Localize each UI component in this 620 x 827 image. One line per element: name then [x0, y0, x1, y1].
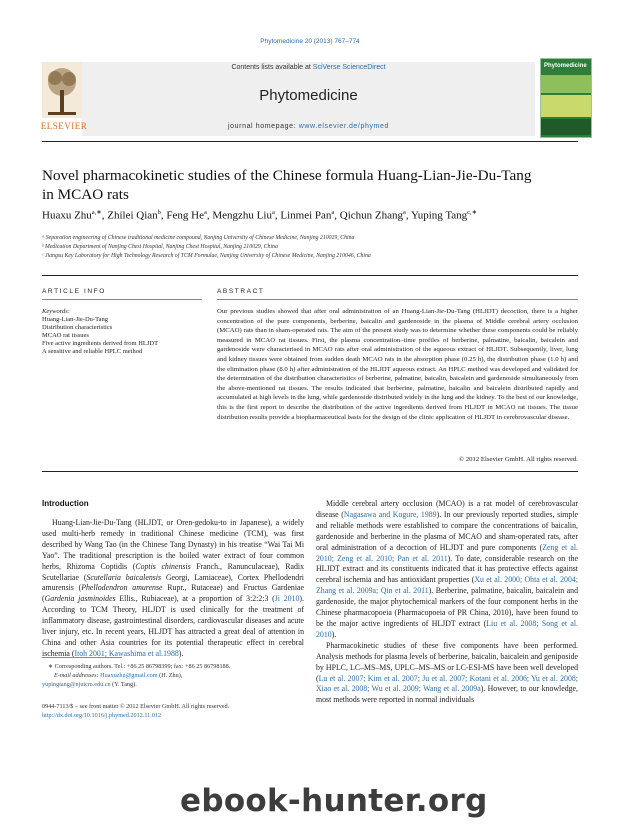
- emails-label: E-mail addresses:: [54, 672, 99, 679]
- text-run: ).: [178, 648, 184, 658]
- author-affil-mark[interactable]: a: [403, 209, 406, 216]
- text-run: Ellis., Rubiaceae), at a proportion of 3:2:2:3 (: [115, 594, 275, 604]
- paragraph: [316, 499, 578, 641]
- affiliation: ᵃ Separation engineering of Chinese traditional medicine compound, Nanjing University of Chinese Medicine, Nanjing 210029, China: [42, 235, 355, 241]
- text-run: ). In our previously reported studies, simple and reliable methods were established to compare the concentrations of baicalin, gardenoside and berberine in the plasma of MCAO and sham-operated rats, after oral administration of a decoction of HLJDT and pure components (: [316, 509, 578, 552]
- cover-image-band: [541, 119, 591, 135]
- keywords-label: Keywords:: [42, 308, 70, 315]
- text-run: ). To date, considerable research on the HLJDT extract and its constituents indicated that it has protective effects against cerebral ischemia and has antioxidant properties (: [316, 553, 578, 585]
- contents-prefix: Contents lists available at: [231, 64, 311, 71]
- email-footnote-2: [42, 681, 137, 688]
- text-run: ). According to TCM Theory, HLJDT is used clinically for the treatment of inflammatory disease, gastrointestinal disorders, cardiovascular diseases and acute liver injury, etc. In recent years, HLJDT has attracted a great deal of attention in China and other Asia countries for its potential therapeutic effect in cerebral ischemia (: [42, 594, 304, 658]
- author-name: Feng He: [166, 209, 204, 222]
- species-name: Coptis chinensis: [135, 561, 191, 571]
- author-list: Huaxu Zhu$^{a,∗}$, Zhilei Qian$^b$, Feng He$^a$, Mengzhu Liu$^a$, Linmei Pan$^a$, Qichun Zhang$^a$, Yuping Tang$^{c,∗}$: [42, 209, 478, 222]
- text-run: ). However, to our knowledge, most methods were reported in normal individuals: [316, 684, 578, 705]
- journal-cover-thumbnail[interactable]: [540, 58, 592, 138]
- journal-homepage: [82, 123, 535, 130]
- author-name: Mengzhu Liu: [212, 209, 272, 222]
- paragraph: [316, 641, 578, 706]
- author-affil-mark[interactable]: a: [331, 209, 335, 216]
- species-name: Phellodendron amurense: [81, 583, 163, 593]
- citation-link[interactable]: Itoh 2001; Kawashima et al.1988: [74, 648, 179, 658]
- email-owner: (H. Zhu),: [159, 672, 183, 679]
- citation-link[interactable]: Zeng et al. 2010; Zeng et al. 2010; Pan et al. 2011: [316, 542, 578, 563]
- sciencedirect-link[interactable]: SciVerse ScienceDirect: [312, 64, 386, 71]
- affiliation: ᵇ Medication Department of Nanjing Chest Hospital, Nanjing Chest Hospital, Nanjing 210029, China: [42, 244, 278, 250]
- abstract-text: Our previous studies showed that after oral administration of an Huang-Lian-Jie-Du-Tang (HLJDT) decoction, there is a higher concentration of the pure components, berberine, baicalin and gardenoside in the plasma of Middle cerebral artery occlusion (MCAO) rats than in sham-operated rats. The aim of the present study was to determine whether these components could be reliably measured in MCAO rat tissues. First, the plasma concentration–time profiles of berberine, palmatine, baicalin, baicalein and gardenoside were characterised in MCAO rats after oral administration of the aqueous extract of HLJDT. Subsequently, liver, lung and kidney tissues were obtained from sudden death MCAO rats in the absorption phase (0.25 h), the distribution phase (1.0 h) and the elimination phase (8.0 h) after administration of the HLJDT aqueous extract. An HPLC method was developed and validated for the determination of the distribution characteristics of berberine, palmatine, baicalin, baicalein and gardenoside simultaneously from the above-mentioned rat tissues. The results indicated that berberine, palmatine, baicalin and baicalein distributed rapidly and accumulated at high levels in the lung, while gardenoside distributed widely in the lung and the kidney. To the best of our knowledge, this is the first report to describe the distribution of the active ingredients derived from HLJDT in MCAO rat tissues. The tissue distribution results provide a biopharmaceutical basis for the design of the clinic application of HLJDT in cerebrovascular disease.: [217, 308, 578, 421]
- citation-link[interactable]: Ji 2010: [274, 594, 300, 604]
- affiliation-rule: [42, 275, 578, 276]
- intro-right-column: [316, 499, 578, 706]
- author-affil-mark[interactable]: a,∗: [91, 209, 102, 216]
- keyword: MCAO rat tissues: [42, 332, 89, 339]
- abstract-heading: ABSTRACT: [217, 288, 265, 295]
- cover-image-band: [541, 75, 591, 93]
- author-name: Qichun Zhang: [339, 209, 404, 222]
- article-info-heading: ARTICLE INFO: [42, 288, 106, 295]
- article-title: [42, 166, 578, 204]
- author-name: Huaxu Zhu: [42, 209, 92, 222]
- doi-text[interactable]: http://dx.doi.org/10.1016/j.phymed.2012.11.012: [42, 712, 162, 719]
- citation-link[interactable]: Xu et al. 2000; Ohta et al. 2004; Zhang et al. 2009a; Qin et al. 2011: [316, 575, 578, 596]
- abstract-bottom-rule: [42, 471, 578, 472]
- author-affil-mark[interactable]: a: [204, 209, 207, 216]
- email-link[interactable]: yupingtang@njutcm.edu.cn: [42, 681, 111, 688]
- doi-link[interactable]: [42, 712, 161, 719]
- journal-name: Phytomedicine: [259, 87, 358, 104]
- homepage-prefix: journal homepage:: [228, 123, 297, 130]
- citation-link[interactable]: Lu et al. 2007; Kim et al. 2007; Ju et al. 2007; Kotani et al. 2006; Yu et al. 2008; Xiao et al. 2008; Wu et al. 2009; Wang et al. 2009a: [316, 673, 578, 694]
- email-footnote: [54, 672, 182, 679]
- introduction-heading: Introduction: [42, 499, 89, 508]
- article-title-line: Novel pharmacokinetic studies of the Chinese formula Huang-Lian-Jie-Du-Tang: [42, 167, 532, 184]
- species-name: Gardenia jasminoides: [44, 594, 116, 604]
- text-run: ). Berberine, palmatine, baicalin, baicalein and gardenoside, the major phytochemical markers of the four component herbs in the Chinese pharmacopoeia (Pharmacopoeia of PR China, 2010), have been found to be the major active ingredients of HLJDT extract (: [316, 586, 578, 628]
- cover-image-band: [541, 95, 591, 117]
- text-run: Rupr., Rutaceae) and Fructus Gardeniae (: [42, 583, 304, 604]
- homepage-link[interactable]: www.elsevier.de/phymed: [298, 123, 389, 130]
- author-affil-mark[interactable]: a: [271, 209, 275, 216]
- abstract-rule: [217, 299, 578, 300]
- article-title-line: in MCAO rats: [42, 186, 129, 203]
- contents-line: [82, 64, 535, 71]
- keyword: Huang-Lian-Jie-Du-Tang: [42, 316, 108, 323]
- text-run: Georgi, Lamiaceae), Cortex Phellodendri amurensis (: [42, 572, 304, 593]
- issn-line: 0944-7113/$ – see front matter © 2012 Elsevier GmbH. All rights reserved.: [42, 703, 230, 710]
- abstract-copyright: © 2012 Elsevier GmbH. All rights reserved.: [458, 456, 578, 463]
- citation-link[interactable]: Liu et al. 2008; Song et al. 2010: [316, 618, 579, 639]
- footnote-rule: [42, 657, 122, 658]
- author-name: Linmei Pan: [280, 209, 332, 222]
- cover-title: Phytomedicine: [544, 63, 587, 69]
- elsevier-tree-logo: [42, 62, 82, 118]
- author-affil-mark[interactable]: c,∗: [467, 209, 478, 216]
- text-run: Middle cerebral artery occlusion (MCAO) is a rat model of cerebrovascular disease (: [316, 499, 578, 519]
- text-run: Franch., Ranunculaceae), Radix Scutellariae (: [42, 561, 305, 582]
- citation-link[interactable]: Nagasawa and Kogure, 1989: [343, 509, 437, 519]
- species-name: Scutellaria baicalensis: [86, 572, 162, 582]
- publisher-wordmark: ELSEVIER: [40, 121, 88, 131]
- text-run: ).: [331, 629, 337, 639]
- keyword: A sensitive and reliable HPLC method: [42, 348, 143, 355]
- author-name: Zhilei Qian: [107, 209, 158, 222]
- author-affil-mark[interactable]: b: [157, 209, 161, 216]
- text-run: Pharmacokinetic studies of these five components have been performed. Analysis methods for plasma levels of berberine, baicalin, baicalein and geniposide by HPLC, LC–MS–MS, UPLC–MS–MS or LC-ESI-MS have been well developed (: [316, 640, 578, 683]
- corresponding-author-note: ∗ Corresponding authors. Tel.: +86 25 86798399; fax: +86 25 86798188.: [48, 663, 231, 670]
- email-owner: (Y. Tang).: [112, 681, 137, 688]
- keyword: Five active ingredients derived from HLJDT: [42, 340, 159, 347]
- author-name: Yuping Tang: [411, 209, 468, 222]
- affiliation: ᶜ Jiangsu Key Laboratory for High Technology Research of TCM Formulae, Nanjing University of Chinese Medicine, Nanjing 210046, China: [42, 253, 371, 259]
- article-info-rule: [42, 299, 202, 300]
- keyword: Distribution characteristics: [42, 324, 113, 331]
- journal-citation[interactable]: Phytomedicine 20 (2013) 767–774: [260, 38, 360, 45]
- paragraph: [42, 518, 304, 660]
- intro-left-column: [42, 518, 304, 660]
- text-run: Huang-Lian-Jie-Du-Tang (HLJDT, or Oren-gedoku-to in Japanese), a widely used multi-herb remedy in traditional Chinese medicine (TCM), was first described by Wang Tao (in the Chinese Tang Dynasty) in his treatise “Wai Tai Mi Yao”. The traditional prescription is the boiled water extract of four common herbs, Rhizoma Coptidis (: [42, 518, 304, 571]
- watermark-text: ebook-hunter.org: [180, 783, 488, 819]
- email-link[interactable]: Huaxuzhu@gmail.com: [100, 672, 158, 679]
- header-rule: [42, 141, 578, 142]
